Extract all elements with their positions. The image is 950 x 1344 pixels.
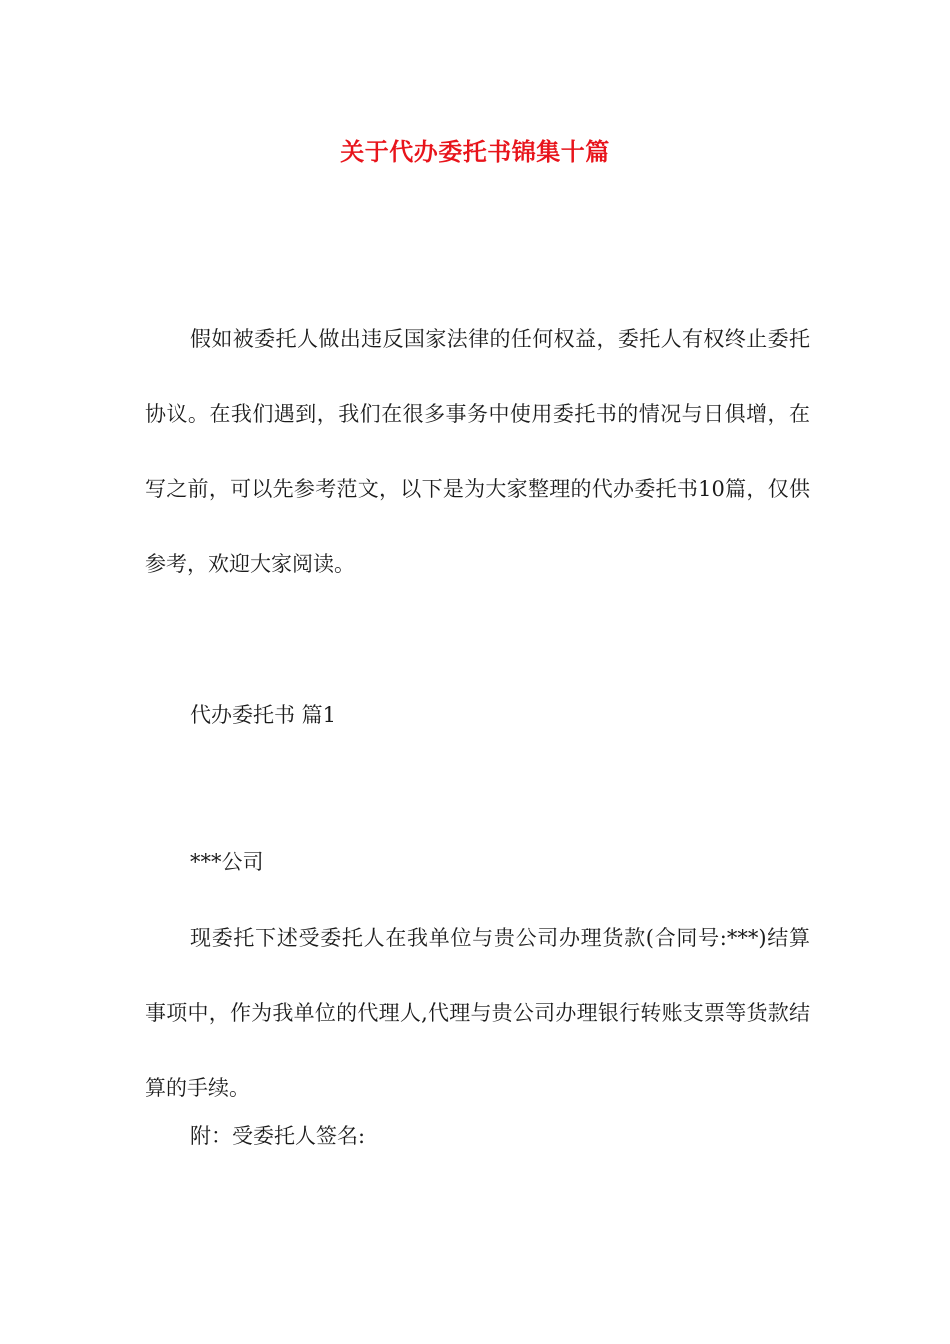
- section-heading: 代办委托书 篇1: [190, 703, 337, 727]
- document-title: 关于代办委托书锦集十篇: [340, 137, 610, 166]
- body-paragraph: 现委托下述受委托人在我单位与贵公司办理货款(合同号:***)结算事项中，作为我单位的代理人,代理与贵公司办理银行转账支票等货款结算的手续。: [145, 926, 810, 1100]
- recipient-line: ***公司: [190, 850, 264, 874]
- intro-paragraph: 假如被委托人做出违反国家法律的任何权益，委托人有权终止委托协议。在我们遇到，我们在很多事务中使用委托书的情况与日俱增，在写之前，可以先参考范文，以下是为大家整理的代办委托书10篇，仅供参考，欢迎大家阅读。: [145, 327, 810, 576]
- attachment-line: 附：受委托人签名:: [190, 1124, 366, 1148]
